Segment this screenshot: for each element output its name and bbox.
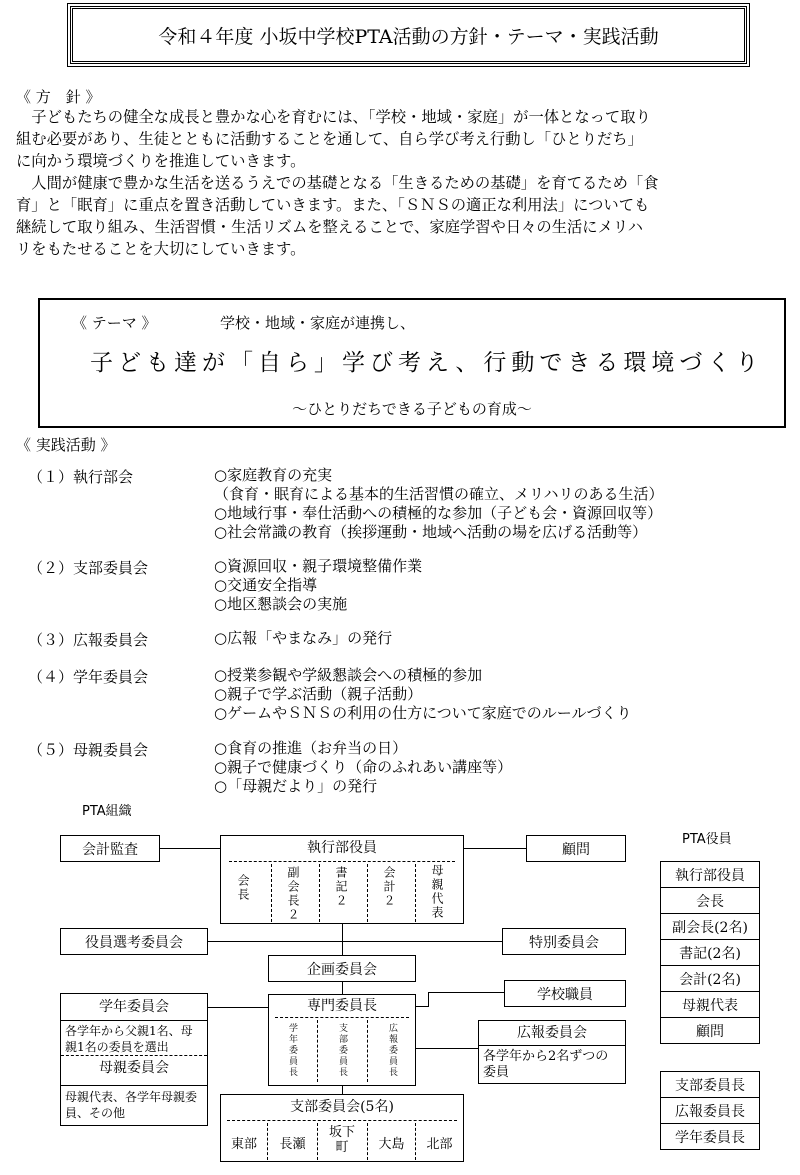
practice-item: ○親子で学ぶ活動（親子活動）: [214, 685, 423, 703]
audit-box: 会計監査: [60, 835, 160, 862]
branch-item: 東部: [230, 1137, 257, 1152]
special-box: 特別委員会: [502, 928, 626, 955]
policy-p2-l3: 継続して取り組み、生活習慣・生活リズムを整えることで、家庭学習や日々の生活にメリハ: [16, 218, 644, 236]
practice-group-items: [214, 666, 632, 723]
practice-group-name: （３）広報委員会: [28, 631, 149, 649]
grade-comm-title: 学年委員会: [61, 994, 207, 1021]
officer-item: 顧問: [660, 1017, 760, 1044]
practice-heading: 《 実践活動 》: [16, 436, 116, 454]
school-staff-box: 学校職員: [504, 980, 626, 1007]
exec-member: 副会長２: [286, 866, 300, 922]
exec-member: 会計２: [382, 866, 396, 908]
exec-title: 執行部役員: [307, 840, 377, 856]
policy-heading: 《 方 針 》: [16, 88, 101, 106]
branch-item: 大島: [378, 1137, 405, 1152]
policy-p1-l2: 組む必要があり、生徒とともに活動することを通して、自ら学び考え行動し「ひとりだち」: [16, 130, 643, 148]
practice-item: ○家庭教育の充実: [214, 466, 333, 484]
practice-item: ○資源回収・親子環境整備作業: [214, 557, 423, 575]
policy-text: [16, 106, 796, 260]
practice-group-name: （４）学年委員会: [28, 668, 149, 686]
planning-box: 企画委員会: [268, 955, 416, 982]
officers-label: PTA役員: [682, 832, 732, 847]
practice-group-name: （１）執行部会: [28, 468, 134, 486]
exec-member: 会長: [236, 874, 250, 902]
branch-item: 北部: [426, 1137, 453, 1152]
officer-item: 会計(2名): [660, 965, 760, 992]
officer-item: 学年委員長: [660, 1123, 760, 1150]
page-title: 令和４年度 小坂中学校PTA活動の方針・テーマ・実践活動: [70, 6, 747, 64]
practice-item: ○授業参観や学級懇談会への積極的参加: [214, 666, 483, 684]
officer-item: 広報委員長: [660, 1097, 760, 1124]
specialist-box: [268, 994, 416, 1086]
officer-item: 母親代表: [660, 991, 760, 1018]
advisor-box: 顧問: [526, 835, 626, 862]
specialist-member: 広報委員長: [387, 1023, 397, 1078]
practice-item: ○地区懇談会の実施: [214, 595, 348, 613]
mother-comm-desc: 母親代表、各学年母親委員、その他: [65, 1090, 198, 1120]
practice-group-items: [214, 739, 512, 796]
practice-group-items: [214, 466, 664, 542]
pr-comm-desc: 各学年から2名ずつの委員: [483, 1049, 609, 1080]
pr-comm-box: [478, 1020, 626, 1084]
officer-item: 会長: [660, 887, 760, 914]
practice-item: ○広報「やまなみ」の発行: [214, 629, 393, 647]
practice-group-items: [214, 629, 392, 648]
branch-item: 坂下町: [328, 1125, 355, 1155]
grade-mother-box: [60, 993, 208, 1086]
policy-p2-l1: 人間が健康で豊かな生活を送るうえでの基礎となる「生きるための基礎」を育てるため「食: [31, 174, 659, 192]
theme-line1: 学校・地域・家庭が連携し、: [220, 314, 416, 332]
theme-main: 子ども達が「自ら」学び考え、行動できる環境づくり: [90, 350, 764, 376]
practice-group-items: [214, 557, 422, 614]
mother-comm-desc-box: [60, 1086, 208, 1126]
practice-item: （食育・眠育による基本的生活習慣の確立、メリハリのある生活）: [214, 485, 664, 503]
exec-member: 母親代表: [430, 864, 444, 920]
org-label: PTA組織: [82, 804, 132, 819]
practice-item: ○交通安全指導: [214, 576, 318, 594]
exec-member: 書記２: [334, 866, 348, 908]
practice-item: ○社会常識の教育（挨拶運動・地域へ活動の場を広げる活動等）: [214, 523, 648, 541]
branch-title: 支部委員会(5名): [290, 1099, 394, 1115]
theme-label: 《 テーマ 》: [72, 314, 157, 332]
officer-item: 執行部役員: [660, 861, 760, 888]
exec-box: [220, 835, 464, 924]
specialist-member: 学年委員長: [287, 1023, 297, 1078]
policy-p1-l1: 子どもたちの健全な成長と豊かな心を育むには、「学校・地域・家庭」が一体となって取り: [31, 108, 651, 126]
practice-item: ○地域行事・奉仕活動への積極的な参加（子ども会・資源回収等）: [214, 504, 663, 522]
practice-group-name: （２）支部委員会: [28, 559, 149, 577]
policy-p2-l2: 育」と「眠育」に重点を置き活動していきます。また、「ＳＮＳの適正な利用法」についても: [16, 196, 650, 214]
policy-p2-l4: リをもたせることを大切にしていきます。: [16, 240, 306, 258]
theme-box: [38, 298, 786, 428]
practice-group-name: （５）母親委員会: [28, 741, 149, 759]
mother-comm-title: 母親委員会: [61, 1055, 207, 1080]
officer-item: 副会長(2名): [660, 913, 760, 940]
specialist-member: 支部委員長: [337, 1023, 347, 1078]
officer-item: 支部委員長: [660, 1071, 760, 1098]
theme-sub: ～ひとりだちできる子どもの育成～: [292, 400, 532, 418]
policy-p1-l3: に向かう環境づくりを推進していきます。: [16, 152, 306, 170]
specialist-title: 専門委員長: [307, 998, 377, 1014]
grade-comm-desc: 各学年から父親1名、母親1名の委員を選出: [65, 1024, 193, 1054]
practice-item: ○「母親だより」の発行: [214, 777, 378, 795]
pr-comm-title: 広報委員会: [479, 1021, 625, 1046]
election-box: 役員選考委員会: [60, 928, 208, 955]
officer-item: 書記(2名): [660, 939, 760, 966]
practice-item: ○親子で健康づくり（命のふれあい講座等）: [214, 758, 513, 776]
practice-item: ○食育の推進（お弁当の日）: [214, 739, 408, 757]
branch-box: [220, 1094, 464, 1162]
practice-item: ○ゲームやＳＮＳの利用の仕方について家庭でのルールづくり: [214, 704, 632, 722]
branch-item: 長瀬: [279, 1137, 306, 1152]
